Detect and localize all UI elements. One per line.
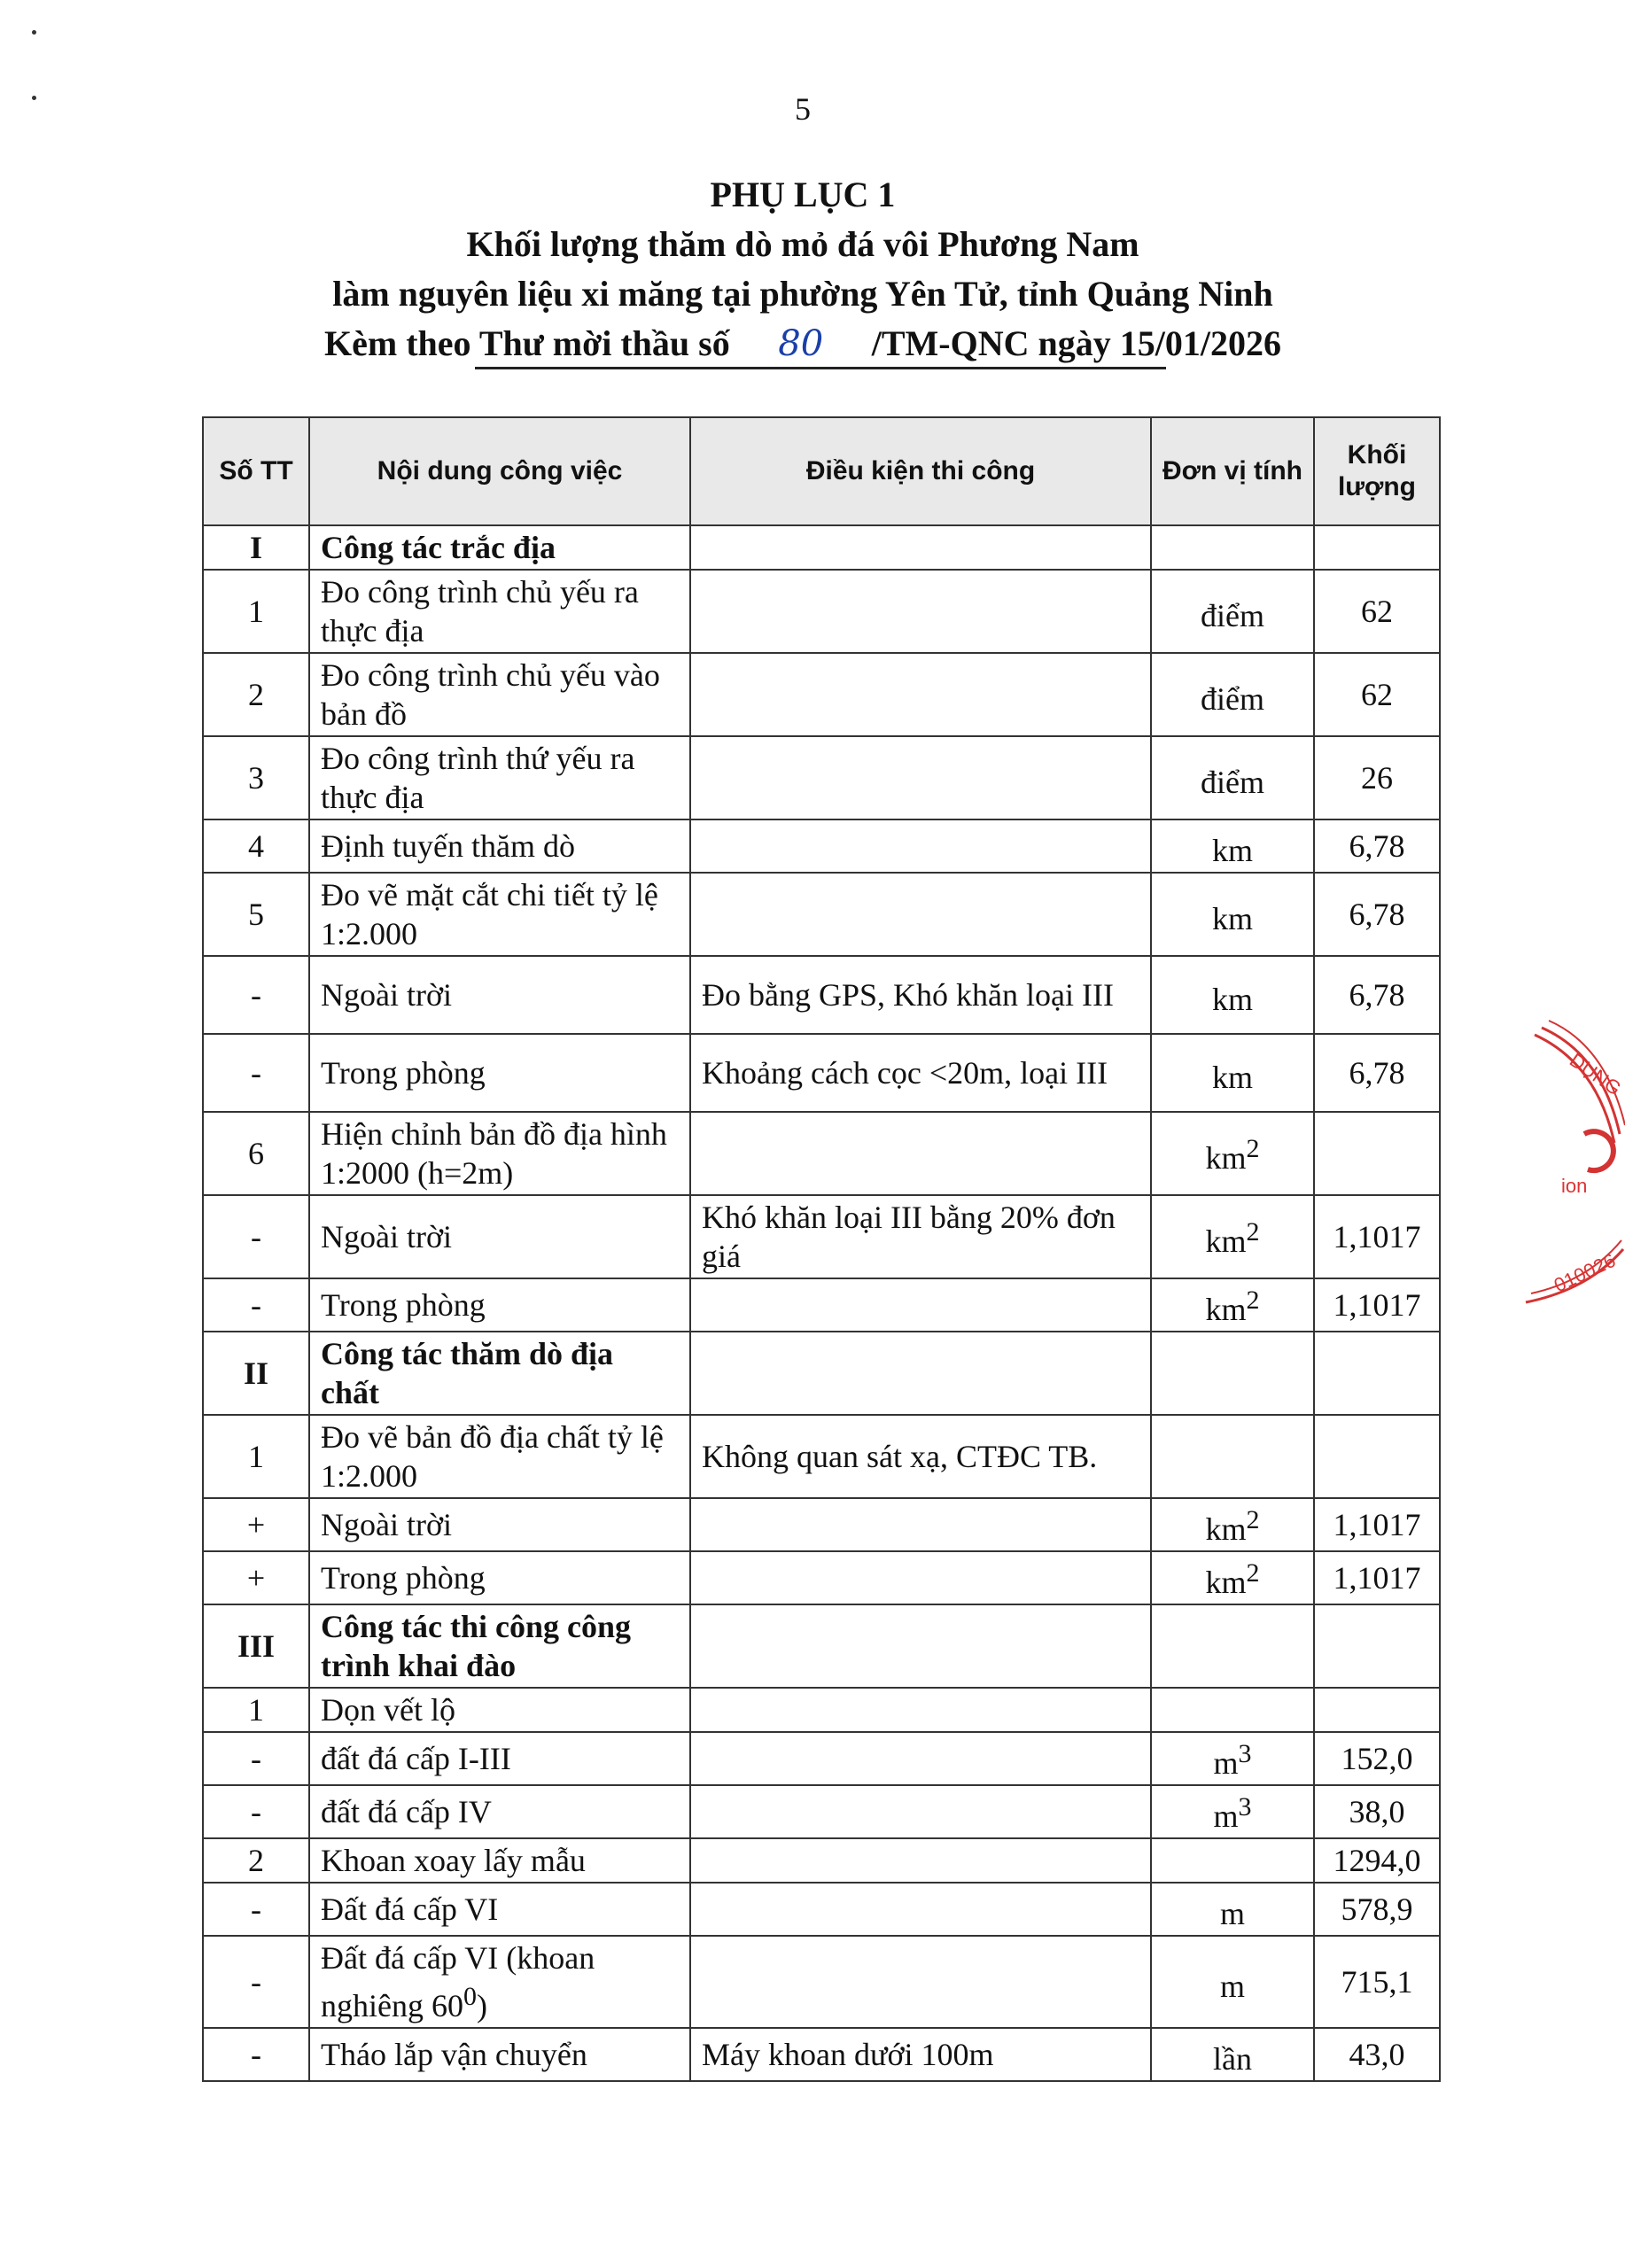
document-subtitle-line-2: làm nguyên liệu xi măng tại phường Yên Tử, tỉnh Quảng Ninh — [332, 274, 1273, 314]
cell-unit — [1151, 653, 1314, 736]
unit-text: m — [1219, 1969, 1245, 2004]
page-number: 5 — [795, 91, 811, 127]
unit-text: km — [1205, 1292, 1247, 1327]
cell-unit — [1151, 1551, 1314, 1604]
unit-text: km — [1211, 901, 1253, 936]
red-seal-stamp — [1517, 1028, 1625, 1311]
header-stt: Số TT — [203, 417, 309, 525]
table-row — [203, 1785, 1440, 1838]
unit-text: km — [1211, 1060, 1253, 1095]
cell-content: Đo công trình chủ yếu ra thực địa — [309, 570, 690, 653]
cell-condition — [690, 1838, 1151, 1883]
cell-stt: - — [203, 1034, 309, 1112]
appendix-title: PHỤ LỤC 1 — [710, 175, 896, 214]
cell-unit — [1151, 1732, 1314, 1785]
cell-unit — [1151, 1415, 1314, 1498]
unit-sup: 2 — [1246, 1505, 1260, 1534]
cell-content: Trong phòng — [309, 1034, 690, 1112]
cell-content: Hiện chỉnh bản đồ địa hình 1:2000 (h=2m) — [309, 1112, 690, 1195]
table-row — [203, 1604, 1440, 1688]
cell-condition — [690, 570, 1151, 653]
unit-text: km — [1205, 1140, 1247, 1176]
table-row — [203, 1498, 1440, 1551]
unit-text: km — [1205, 1223, 1247, 1259]
cell-qty: 6,78 — [1314, 819, 1440, 873]
cell-qty: 62 — [1314, 653, 1440, 736]
cell-condition — [690, 1498, 1151, 1551]
cell-qty: 578,9 — [1314, 1883, 1440, 1936]
cell-content: đất đá cấp IV — [309, 1785, 690, 1838]
cell-unit — [1151, 1034, 1314, 1112]
cell-content: Định tuyến thăm dò — [309, 819, 690, 873]
unit-text: km — [1205, 1565, 1247, 1600]
table-row — [203, 1034, 1440, 1112]
unit-text: m — [1219, 1896, 1245, 1931]
cell-unit — [1151, 1883, 1314, 1936]
header-content: Nội dung công việc — [309, 417, 690, 525]
reference-underline — [475, 367, 1166, 369]
cell-unit — [1151, 1278, 1314, 1332]
cell-qty: 1,1017 — [1314, 1278, 1440, 1332]
cell-condition — [690, 1936, 1151, 2028]
cell-condition: Khoảng cách cọc <20m, loại III — [690, 1034, 1151, 1112]
cell-content: Ngoài trời — [309, 1498, 690, 1551]
cell-condition: Máy khoan dưới 100m — [690, 2028, 1151, 2081]
cell-condition: Không quan sát xạ, CTĐC TB. — [690, 1415, 1151, 1498]
cell-content: Đo công trình thứ yếu ra thực địa — [309, 736, 690, 819]
table-row — [203, 736, 1440, 819]
table-row — [203, 1936, 1440, 2028]
reference-line — [0, 319, 1606, 369]
cell-qty — [1314, 1688, 1440, 1732]
cell-content: Trong phòng — [309, 1551, 690, 1604]
cell-unit — [1151, 1112, 1314, 1195]
table-row — [203, 819, 1440, 873]
unit-text: lần — [1213, 2041, 1252, 2077]
cell-unit — [1151, 956, 1314, 1034]
table-row — [203, 653, 1440, 736]
cell-qty — [1314, 1415, 1440, 1498]
cell-content: Công tác thi công công trình khai đào — [309, 1604, 690, 1688]
cell-condition — [690, 1278, 1151, 1332]
table-row — [203, 956, 1440, 1034]
seal-text-top: DỤNG — [1565, 1048, 1625, 1100]
cell-stt: 5 — [203, 873, 309, 956]
cell-condition — [690, 736, 1151, 819]
cell-condition — [690, 1732, 1151, 1785]
cell-stt: + — [203, 1551, 309, 1604]
cell-stt: 1 — [203, 570, 309, 653]
cell-content: Đất đá cấp VI — [309, 1883, 690, 1936]
unit-text: km — [1211, 982, 1253, 1017]
unit-text: km — [1211, 833, 1253, 868]
cell-content: Ngoài trời — [309, 956, 690, 1034]
cell-condition — [690, 1883, 1151, 1936]
unit-sup: 2 — [1246, 1558, 1260, 1588]
cell-qty — [1314, 1112, 1440, 1195]
content-text: Đất đá cấp VI (khoan nghiêng 60 — [321, 1940, 595, 2023]
cell-content: Tháo lắp vận chuyển — [309, 2028, 690, 2081]
table-row — [203, 570, 1440, 653]
handwritten-number: 80 — [778, 323, 824, 364]
cell-unit — [1151, 1195, 1314, 1278]
cell-stt: - — [203, 956, 309, 1034]
cell-unit — [1151, 2028, 1314, 2081]
cell-qty: 715,1 — [1314, 1936, 1440, 2028]
cell-qty: 1,1017 — [1314, 1551, 1440, 1604]
cell-stt: + — [203, 1498, 309, 1551]
table-row — [203, 1332, 1440, 1415]
cell-unit — [1151, 873, 1314, 956]
cell-unit — [1151, 1498, 1314, 1551]
reference-prefix: Kèm theo Thư mời thầu số — [324, 323, 730, 363]
cell-stt: - — [203, 1278, 309, 1332]
cell-condition — [690, 873, 1151, 956]
cell-unit — [1151, 819, 1314, 873]
cell-condition — [690, 1604, 1151, 1688]
cell-unit — [1151, 1785, 1314, 1838]
cell-stt: - — [203, 1732, 309, 1785]
table-row — [203, 1195, 1440, 1278]
cell-stt: - — [203, 1883, 309, 1936]
table-row — [203, 2028, 1440, 2081]
table-row — [203, 525, 1440, 570]
unit-sup: 3 — [1238, 1792, 1252, 1821]
table-header-row — [203, 417, 1440, 525]
table-row — [203, 1732, 1440, 1785]
unit-sup: 2 — [1246, 1285, 1260, 1315]
cell-stt: 1 — [203, 1415, 309, 1498]
unit-sup: 2 — [1246, 1217, 1260, 1247]
table-row — [203, 1883, 1440, 1936]
table-row — [203, 1415, 1440, 1498]
header-unit: Đơn vị tính — [1151, 417, 1314, 525]
cell-content: Ngoài trời — [309, 1195, 690, 1278]
cell-unit — [1151, 1604, 1314, 1688]
cell-content: đất đá cấp I-III — [309, 1732, 690, 1785]
cell-stt: - — [203, 1195, 309, 1278]
unit-text: km — [1205, 1511, 1247, 1547]
cell-stt: III — [203, 1604, 309, 1688]
unit-text: m — [1213, 1745, 1239, 1781]
unit-sup: 3 — [1238, 1739, 1252, 1768]
cell-qty: 152,0 — [1314, 1732, 1440, 1785]
cell-stt: 6 — [203, 1112, 309, 1195]
cell-content: Khoan xoay lấy mẫu — [309, 1838, 690, 1883]
cell-condition — [690, 1785, 1151, 1838]
cell-qty: 62 — [1314, 570, 1440, 653]
cell-content: Đo công trình chủ yếu vào bản đồ — [309, 653, 690, 736]
unit-text: điểm — [1201, 765, 1264, 800]
cell-condition — [690, 525, 1151, 570]
table-row — [203, 1112, 1440, 1195]
cell-qty: 6,78 — [1314, 1034, 1440, 1112]
unit-text: điểm — [1201, 681, 1264, 717]
cell-qty: 38,0 — [1314, 1785, 1440, 1838]
unit-sup: 2 — [1246, 1134, 1260, 1163]
cell-qty: 1,1017 — [1314, 1498, 1440, 1551]
cell-content: Công tác trắc địa — [309, 525, 690, 570]
document-subtitle-line-1: Khối lượng thăm dò mỏ đá vôi Phương Nam — [466, 224, 1139, 264]
cell-qty: 1,1017 — [1314, 1195, 1440, 1278]
cell-unit — [1151, 1688, 1314, 1732]
cell-unit — [1151, 1936, 1314, 2028]
table-row — [203, 1278, 1440, 1332]
cell-qty: 6,78 — [1314, 956, 1440, 1034]
cell-unit — [1151, 570, 1314, 653]
cell-content: Đo vẽ bản đồ địa chất tỷ lệ 1:2.000 — [309, 1415, 690, 1498]
cell-qty — [1314, 1604, 1440, 1688]
content-sup: 0 — [463, 1982, 477, 2011]
cell-qty: 43,0 — [1314, 2028, 1440, 2081]
cell-stt: 1 — [203, 1688, 309, 1732]
cell-qty — [1314, 1332, 1440, 1415]
cell-stt: II — [203, 1332, 309, 1415]
cell-stt: - — [203, 2028, 309, 2081]
cell-condition — [690, 1688, 1151, 1732]
seal-text-bottom: 010026 — [1550, 1248, 1620, 1297]
cell-unit — [1151, 1332, 1314, 1415]
cell-unit — [1151, 1838, 1314, 1883]
cell-stt: 2 — [203, 1838, 309, 1883]
volume-table — [202, 416, 1441, 2082]
margin-mark — [32, 30, 36, 35]
cell-condition — [690, 1332, 1151, 1415]
header-condition: Điều kiện thi công — [690, 417, 1151, 525]
cell-stt: 3 — [203, 736, 309, 819]
header-qty: Khối lượng — [1314, 417, 1440, 525]
cell-content: Trong phòng — [309, 1278, 690, 1332]
table-row — [203, 1838, 1440, 1883]
unit-text: m — [1213, 1798, 1239, 1834]
cell-stt: - — [203, 1936, 309, 2028]
cell-condition — [690, 1112, 1151, 1195]
cell-stt: 2 — [203, 653, 309, 736]
cell-condition: Khó khăn loại III bằng 20% đơn giá — [690, 1195, 1151, 1278]
cell-stt: 4 — [203, 819, 309, 873]
table-row — [203, 1688, 1440, 1732]
cell-content: Đo vẽ mặt cắt chi tiết tỷ lệ 1:2.000 — [309, 873, 690, 956]
cell-condition: Đo bằng GPS, Khó khăn loại III — [690, 956, 1151, 1034]
cell-condition — [690, 819, 1151, 873]
cell-content — [309, 1936, 690, 2028]
cell-condition — [690, 653, 1151, 736]
cell-qty: 26 — [1314, 736, 1440, 819]
cell-stt: I — [203, 525, 309, 570]
seal-text-middle: ion — [1561, 1175, 1588, 1197]
cell-content: Công tác thăm dò địa chất — [309, 1332, 690, 1415]
cell-qty: 1294,0 — [1314, 1838, 1440, 1883]
reference-suffix: /TM-QNC ngày 15/01/2026 — [871, 323, 1281, 363]
cell-condition — [690, 1551, 1151, 1604]
cell-qty: 6,78 — [1314, 873, 1440, 956]
table-row — [203, 873, 1440, 956]
unit-text: điểm — [1201, 598, 1264, 633]
cell-qty — [1314, 525, 1440, 570]
cell-unit — [1151, 525, 1314, 570]
table-row — [203, 1551, 1440, 1604]
cell-stt: - — [203, 1785, 309, 1838]
cell-unit — [1151, 736, 1314, 819]
content-end: ) — [476, 1988, 487, 2023]
cell-content: Dọn vết lộ — [309, 1688, 690, 1732]
